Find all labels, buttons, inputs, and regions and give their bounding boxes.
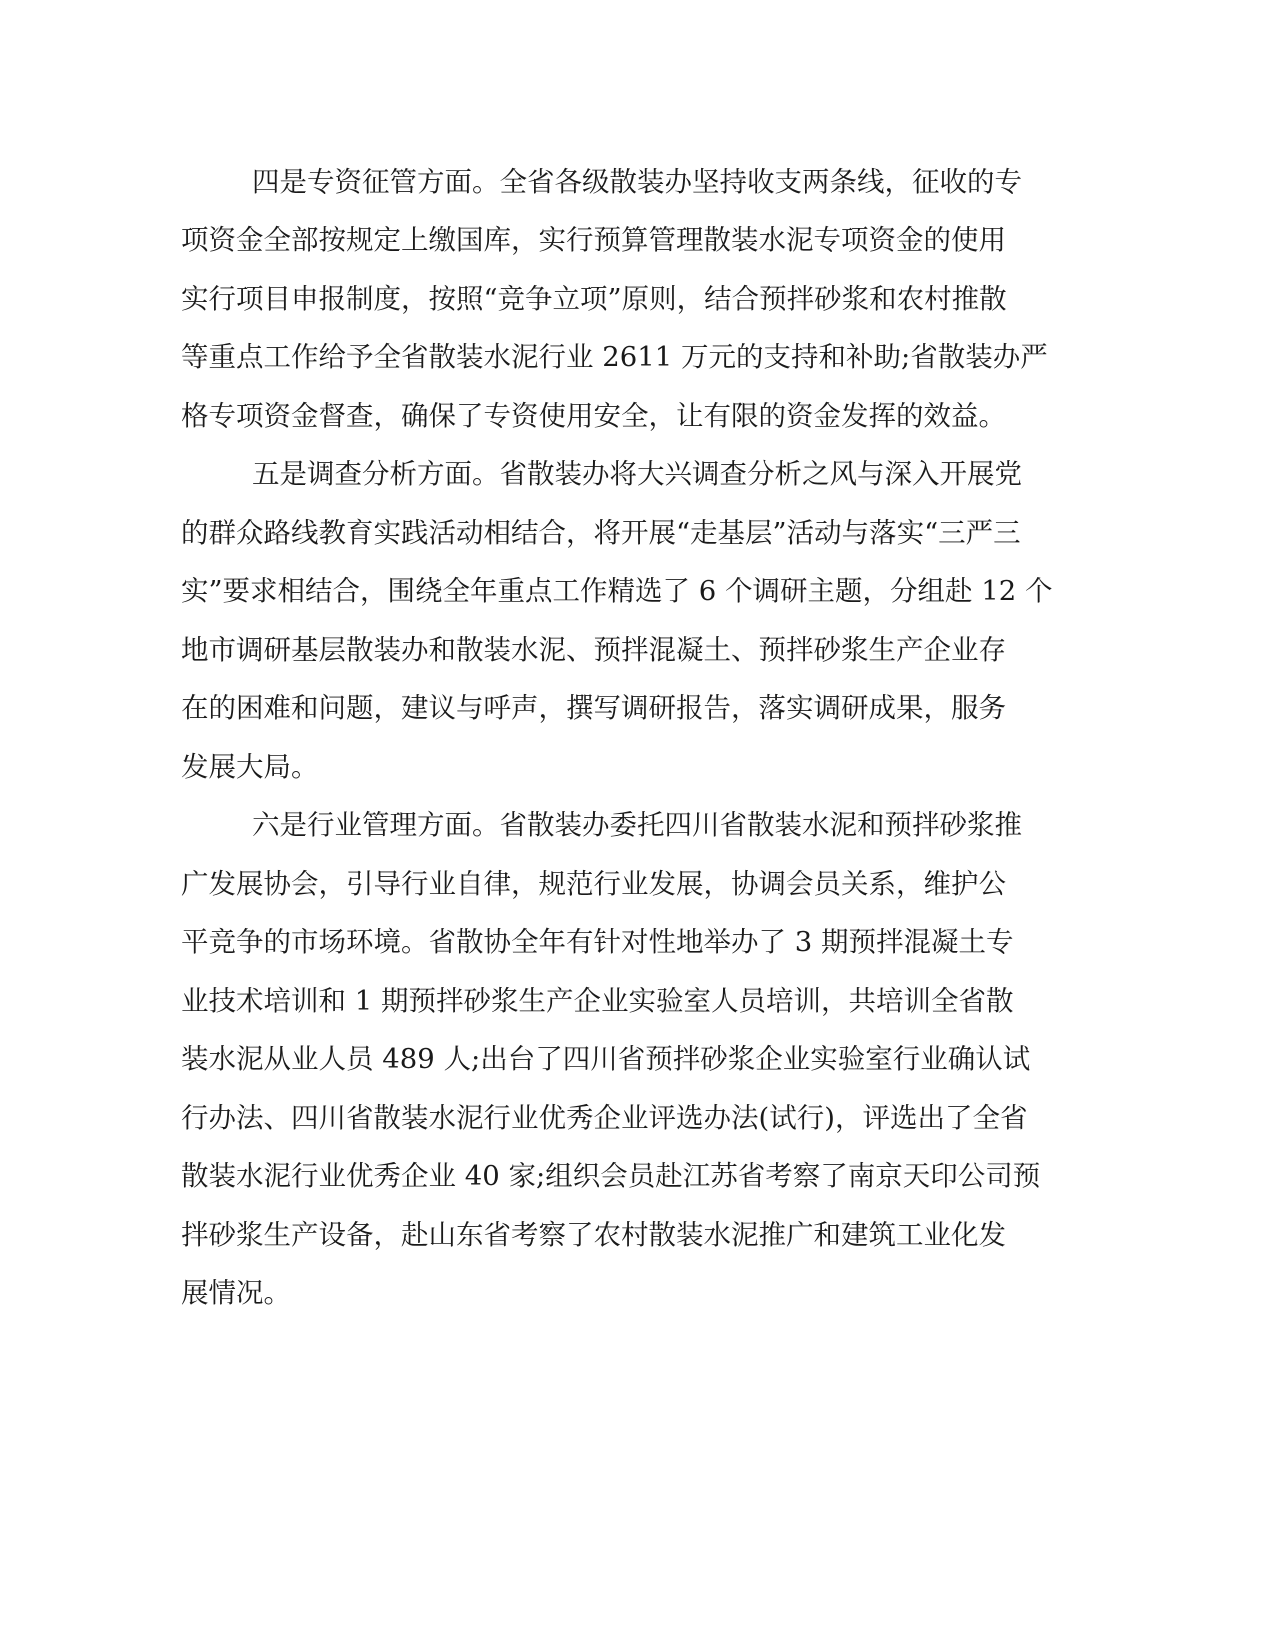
paragraph-1-line-1: 四是专资征管方面。全省各级散装办坚持收支两条线，征收的专 xyxy=(252,166,1022,198)
paragraph-3-line-6: 行办法、四川省散装水泥行业优秀企业评选办法(试行)，评选出了全省 xyxy=(181,1102,1028,1134)
paragraph-2-line-1: 五是调查分析方面。省散装办将大兴调查分析之风与深入开展党 xyxy=(252,458,1022,490)
paragraph-2-line-2: 的群众路线教育实践活动相结合，将开展“走基层”活动与落实“三严三 xyxy=(181,517,1021,549)
paragraph-3-line-7: 散装水泥行业优秀企业 40 家;组织会员赴江苏省考察了南京天印公司预 xyxy=(181,1160,1041,1192)
paragraph-3-line-5: 装水泥从业人员 489 人;出台了四川省预拌砂浆企业实验室行业确认试 xyxy=(181,1043,1031,1075)
paragraph-3-line-1: 六是行业管理方面。省散装办委托四川省散装水泥和预拌砂浆推 xyxy=(252,809,1022,841)
paragraph-2-line-6: 发展大局。 xyxy=(181,751,319,783)
paragraph-1-line-4: 等重点工作给予全省散装水泥行业 2611 万元的支持和补助;省散装办严 xyxy=(181,341,1048,373)
paragraph-3-line-3: 平竞争的市场环境。省散协全年有针对性地举办了 3 期预拌混凝土专 xyxy=(181,926,1014,958)
paragraph-2-line-3: 实”要求相结合，围绕全年重点工作精选了 6 个调研主题，分组赴 12 个 xyxy=(181,575,1053,607)
paragraph-2-line-5: 在的困难和问题，建议与呼声，撰写调研报告，落实调研成果，服务 xyxy=(181,692,1006,724)
paragraph-2-line-4: 地市调研基层散装办和散装水泥、预拌混凝土、预拌砂浆生产企业存 xyxy=(181,634,1006,666)
paragraph-3-line-2: 广发展协会，引导行业自律，规范行业发展，协调会员关系，维护公 xyxy=(181,868,1006,900)
paragraph-1-line-3: 实行项目申报制度，按照“竞争立项”原则，结合预拌砂浆和农村推散 xyxy=(181,283,1007,315)
paragraph-3-line-8: 拌砂浆生产设备，赴山东省考察了农村散装水泥推广和建筑工业化发 xyxy=(181,1219,1006,1251)
paragraph-1-line-2: 项资金全部按规定上缴国库，实行预算管理散装水泥专项资金的使用 xyxy=(181,224,1006,256)
paragraph-1-line-5: 格专项资金督查，确保了专资使用安全，让有限的资金发挥的效益。 xyxy=(181,400,1006,432)
paragraph-3-line-4: 业技术培训和 1 期预拌砂浆生产企业实验室人员培训，共培训全省散 xyxy=(181,985,1014,1017)
paragraph-3-line-9: 展情况。 xyxy=(181,1277,291,1309)
